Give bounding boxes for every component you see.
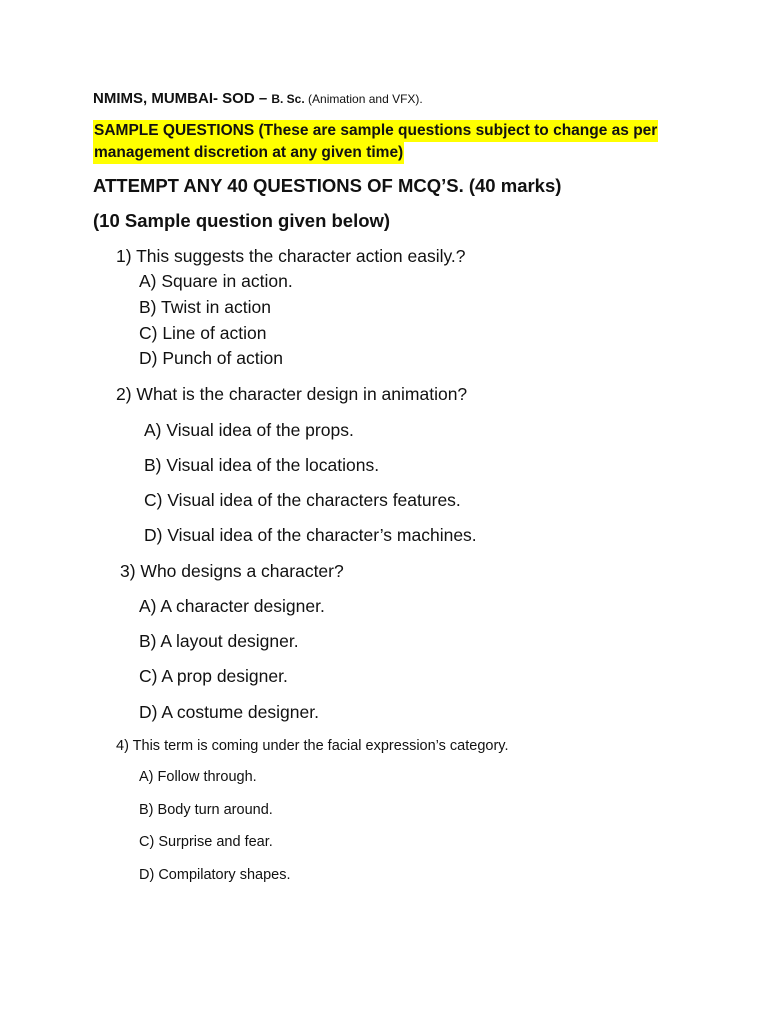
question-4-option-d: D) Compilatory shapes. — [139, 867, 291, 883]
question-1-option-a: A) Square in action. — [139, 271, 293, 291]
notice-line-2: management discretion at any given time) — [93, 142, 404, 164]
question-1-option-c: C) Line of action — [139, 323, 267, 343]
question-4-option-c: C) Surprise and fear. — [139, 834, 273, 850]
question-2-option-d: D) Visual idea of the character’s machines. — [144, 525, 477, 545]
notice-line-1: SAMPLE QUESTIONS (These are sample questions subject to change as per — [93, 120, 658, 142]
question-2-option-b: B) Visual idea of the locations. — [144, 455, 380, 475]
question-1: 1) This suggests the character action easily.? — [116, 246, 466, 266]
question-2: 2) What is the character design in animation? — [116, 384, 468, 404]
institution-name: NMIMS, MUMBAI- SOD – — [93, 90, 272, 107]
question-2-option-c: C) Visual idea of the characters features. — [144, 490, 461, 510]
document-header — [93, 90, 423, 107]
program-name: B. Sc. (Animation and VFX). — [271, 92, 423, 106]
question-4-option-b: B) Body turn around. — [139, 802, 273, 818]
question-3-option-b: B) A layout designer. — [139, 631, 299, 651]
question-3-option-c: C) A prop designer. — [139, 666, 288, 686]
question-4-option-a: A) Follow through. — [139, 769, 257, 785]
question-3: 3) Who designs a character? — [120, 561, 344, 581]
question-4: 4) This term is coming under the facial expression’s category. — [116, 738, 509, 754]
question-3-option-d: D) A costume designer. — [139, 702, 319, 722]
attempt-instruction: ATTEMPT ANY 40 QUESTIONS OF MCQ’S. (40 marks) — [93, 175, 562, 196]
sample-note: (10 Sample question given below) — [93, 210, 391, 231]
question-3-option-a: A) A character designer. — [139, 596, 325, 616]
question-2-option-a: A) Visual idea of the props. — [144, 420, 354, 440]
question-1-option-d: D) Punch of action — [139, 348, 283, 368]
question-1-option-b: B) Twist in action — [139, 297, 271, 317]
